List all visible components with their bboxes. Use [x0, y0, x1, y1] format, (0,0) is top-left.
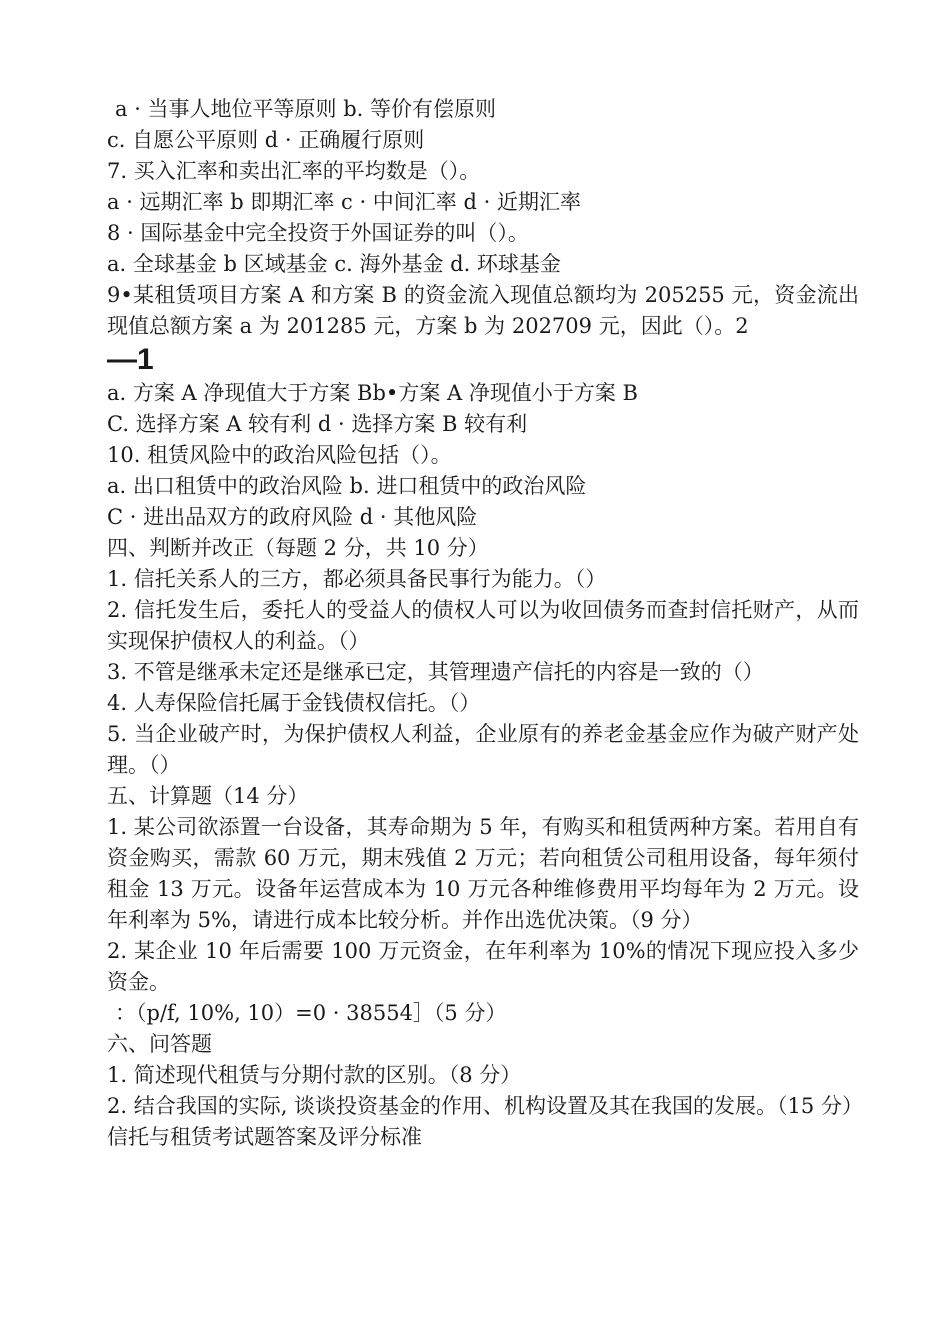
judgement-5: 5. 当企业破产时，为保护债权人利益，企业原有的养老金基金应作为破产财产处理。（）	[107, 722, 859, 777]
option-line-10b: C · 进出品双方的政府风险 d · 其他风险	[107, 505, 478, 529]
judgement-4: 4. 人寿保险信托属于金钱债权信托。（）	[107, 691, 481, 715]
calculation-2: 2. 某企业 10 年后需要 100 万元资金，在年利率为 10%的情况下现应投入多少资金。	[107, 939, 859, 994]
judgement-2: 2. 信托发生后，委托人的受益人的债权人可以为收回债务而查封信托财产，从而实现保护债权人的利益。（）	[107, 598, 859, 653]
question-10: 10. 租赁风险中的政治风险包括（）。	[107, 443, 452, 467]
option-line-7: a · 远期汇率 b 即期汇率 c · 中间汇率 d · 近期汇率	[107, 190, 581, 214]
question-7: 7. 买入汇率和卖出汇率的平均数是（）。	[107, 159, 481, 183]
calculation-1: 1. 某公司欲添置一台设备，其寿命期为 5 年，有购买和租赁两种方案。若用自有资金购买，需款 60 万元，期末残值 2 万元；若向租赁公司租用设备，每年须付租金 13 万元。设备年运营成本为 10 万元各种维修费用平均每年为 2 万元。设年利率为 5%，请进行成本比较分析。并作出选优决策。（9 分）	[107, 815, 859, 932]
option-line-6a: a · 当事人地位平等原则 b. 等价有偿原则	[115, 97, 497, 121]
section-heading-6: 六、问答题	[107, 1032, 212, 1056]
option-line-8: a. 全球基金 b 区域基金 c. 海外基金 d. 环球基金	[107, 252, 561, 276]
option-line-9a: a. 方案 A 净现值大于方案 Bb•方案 A 净现值小于方案 B	[107, 381, 638, 405]
essay-question-1: 1. 简述现代租赁与分期付款的区别。（8 分）	[107, 1063, 522, 1087]
document-page	[107, 94, 863, 1153]
question-9-tail: —1	[107, 343, 154, 376]
option-line-6b: c. 自愿公平原则 d · 正确履行原则	[107, 128, 425, 152]
option-line-9b: C. 选择方案 A 较有利 d · 选择方案 B 较有利	[107, 412, 528, 436]
essay-question-2: 2. 结合我国的实际, 谈谈投资基金的作用、机构设置及其在我国的发展。（15 分）	[107, 1094, 863, 1118]
section-heading-4: 四、判断并改正（每题 2 分，共 10 分）	[107, 536, 489, 560]
calculation-2-hint: ：（p/f, 10%, 10）=0 · 38554］（5 分）	[115, 1001, 507, 1025]
section-heading-5: 五、计算题（14 分）	[107, 784, 309, 808]
answer-key-title: 信托与租赁考试题答案及评分标准	[107, 1125, 422, 1149]
judgement-1: 1. 信托关系人的三方，都必须具备民事行为能力。（）	[107, 567, 607, 591]
option-line-10a: a. 出口租赁中的政治风险 b. 进口租赁中的政治风险	[107, 474, 587, 498]
question-9: 9•某租赁项目方案 A 和方案 B 的资金流入现值总额均为 205255 元，资金流出现值总额方案 a 为 201285 元，方案 b 为 202709 元，因此（）。2	[107, 283, 859, 338]
question-8: 8 · 国际基金中完全投资于外国证券的叫（）。	[107, 221, 529, 245]
judgement-3: 3. 不管是继承未定还是继承已定，其管理遗产信托的内容是一致的（）	[107, 660, 764, 684]
